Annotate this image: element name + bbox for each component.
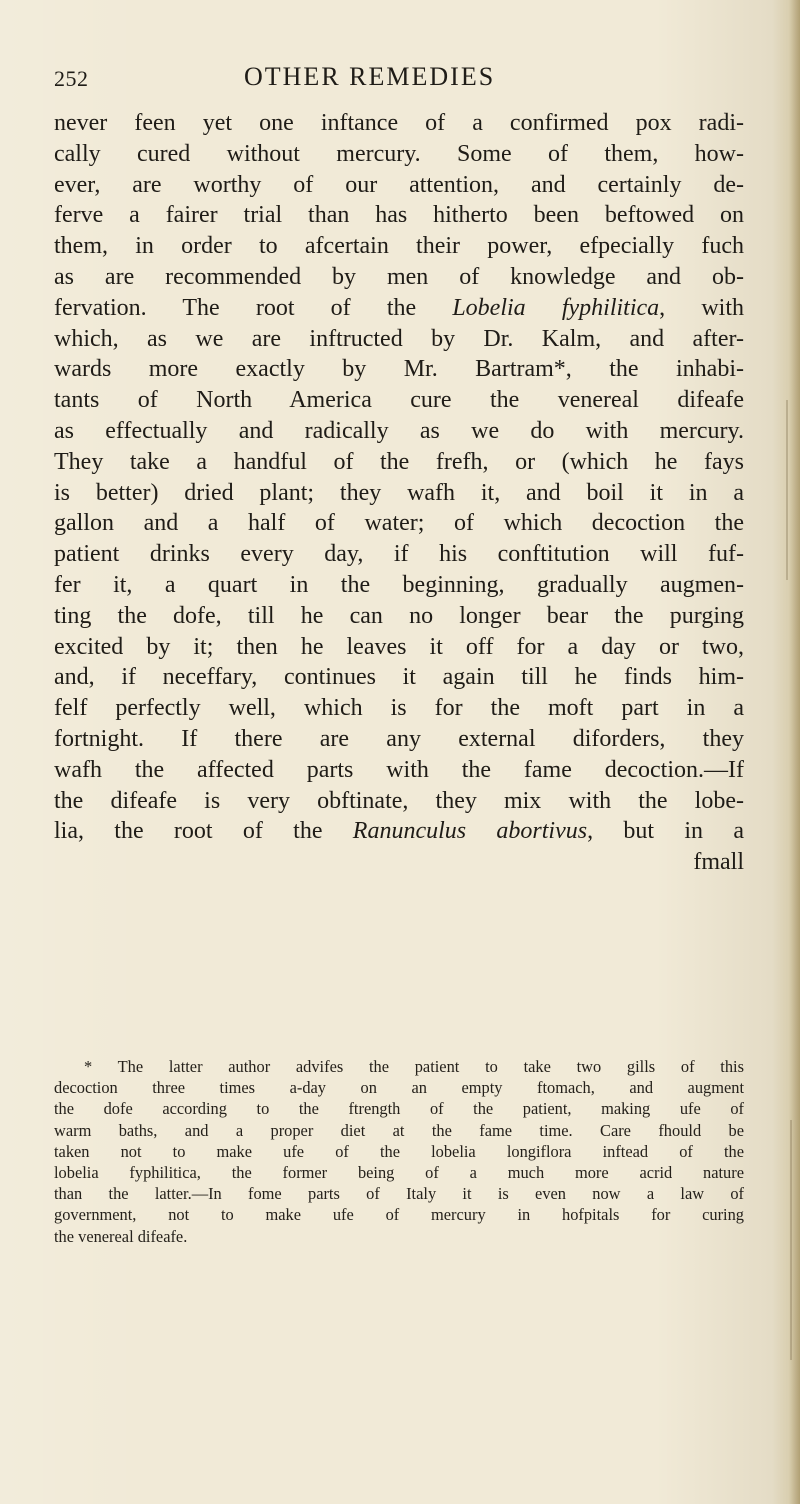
text-segment: cally cured without mercury. Some of them, how- bbox=[54, 140, 744, 167]
footnote-line: than the latter.—In fome parts of Italy it is even now a law of bbox=[54, 1184, 744, 1204]
text-segment: ever, are worthy of our attention, and certainly de- bbox=[54, 171, 744, 198]
text-segment: them, in order to afcertain their power, efpecially fuch bbox=[54, 233, 744, 260]
text-line bbox=[54, 324, 744, 355]
text-segment: fortnight. If there are any external diforders, they bbox=[54, 725, 744, 752]
text-segment: tants of North America cure the venereal difeafe bbox=[54, 387, 744, 414]
footnote-line: government, not to make ufe of mercury in hofpitals for curing bbox=[54, 1205, 744, 1225]
text-line bbox=[54, 539, 744, 570]
text-line bbox=[54, 416, 744, 447]
text-segment: patient drinks every day, if his conftitution will fuf- bbox=[54, 541, 744, 568]
text-line bbox=[54, 354, 744, 385]
text-segment: gallon and a half of water; of which decoction the bbox=[54, 510, 744, 537]
text-line bbox=[54, 139, 744, 170]
text-line bbox=[54, 816, 744, 847]
text-segment: as are recommended by men of knowledge and ob- bbox=[54, 263, 744, 290]
page-edge-shadow bbox=[772, 0, 800, 1504]
text-segment: the difeafe is very obftinate, they mix with the lobe- bbox=[54, 787, 744, 814]
text-line bbox=[54, 786, 744, 817]
text-segment: felf perfectly well, which is for the moft part in a bbox=[54, 695, 744, 722]
text-segment: They take a handful of the frefh, or (which he fays bbox=[54, 448, 744, 475]
text-line bbox=[54, 200, 744, 231]
text-segment: never feen yet one inftance of a confirmed pox radi- bbox=[54, 110, 744, 136]
text-line bbox=[54, 293, 744, 324]
text-line bbox=[54, 170, 744, 201]
text-line bbox=[54, 693, 744, 724]
text-line bbox=[54, 601, 744, 632]
text-segment: wafh the affected parts with the fame decoction.—If bbox=[54, 756, 744, 783]
text-segment: is better) dried plant; they wafh it, and boil it in a bbox=[54, 479, 744, 506]
text-line bbox=[54, 662, 744, 693]
page-header bbox=[54, 62, 744, 98]
main-text bbox=[54, 108, 744, 878]
text-segment: excited by it; then he leaves it off for a day or two, bbox=[54, 633, 744, 660]
text-segment: , but in a bbox=[587, 818, 744, 845]
text-segment: which, as we are inftructed by Dr. Kalm, and after- bbox=[54, 325, 744, 352]
text-segment: as effectually and radically as we do with mercury. bbox=[54, 417, 744, 444]
page-number: 252 bbox=[54, 66, 89, 91]
text-segment: , with bbox=[659, 294, 744, 321]
text-segment: fer it, a quart in the beginning, gradually augmen- bbox=[54, 571, 744, 598]
text-line bbox=[54, 262, 744, 293]
text-line bbox=[54, 108, 744, 139]
text-line bbox=[54, 632, 744, 663]
text-segment: and, if neceffary, continues it again till he finds him- bbox=[54, 664, 744, 691]
text-line bbox=[54, 231, 744, 262]
text-line bbox=[54, 447, 744, 478]
text-line bbox=[54, 847, 744, 878]
footnote-line: lobelia fyphilitica, the former being of a much more acrid nature bbox=[54, 1163, 744, 1183]
text-line bbox=[54, 755, 744, 786]
footnote-line: taken not to make ufe of the lobelia longiflora inftead of the bbox=[54, 1141, 744, 1161]
footnote-line: decoction three times a-day on an empty ftomach, and augment bbox=[54, 1078, 744, 1098]
text-segment: ting the dofe, till he can no longer bear the purging bbox=[54, 602, 744, 629]
text-line bbox=[54, 508, 744, 539]
footnote-line: warm baths, and a proper diet at the fame time. Care fhould be bbox=[54, 1120, 744, 1140]
italic-text: Ranunculus abortivus bbox=[352, 818, 588, 845]
text-segment: fmall bbox=[693, 849, 744, 876]
running-head: OTHER REMEDIES bbox=[244, 62, 496, 91]
text-segment: ferve a fairer trial than has hitherto been beftowed on bbox=[54, 202, 744, 229]
footnote-line: the dofe according to the ftrength of the patient, making ufe of bbox=[54, 1099, 744, 1119]
text-segment: fervation. The root of the bbox=[54, 294, 453, 321]
footnote-line: the venereal difeafe. bbox=[54, 1226, 188, 1246]
footnote-line: * The latter author advifes the patient to take two gills of this bbox=[84, 1057, 744, 1076]
text-line bbox=[54, 478, 744, 509]
footnote bbox=[54, 1056, 744, 1247]
text-segment: lia, the root of the bbox=[54, 818, 353, 845]
text-line bbox=[54, 385, 744, 416]
italic-text: Lobelia fyphilitica bbox=[452, 294, 660, 321]
text-line bbox=[54, 570, 744, 601]
paper-crease bbox=[790, 1120, 792, 1360]
paper-crease bbox=[786, 400, 788, 580]
text-segment: wards more exactly by Mr. Bartram*, the inhabi- bbox=[54, 356, 744, 383]
text-line bbox=[54, 724, 744, 755]
